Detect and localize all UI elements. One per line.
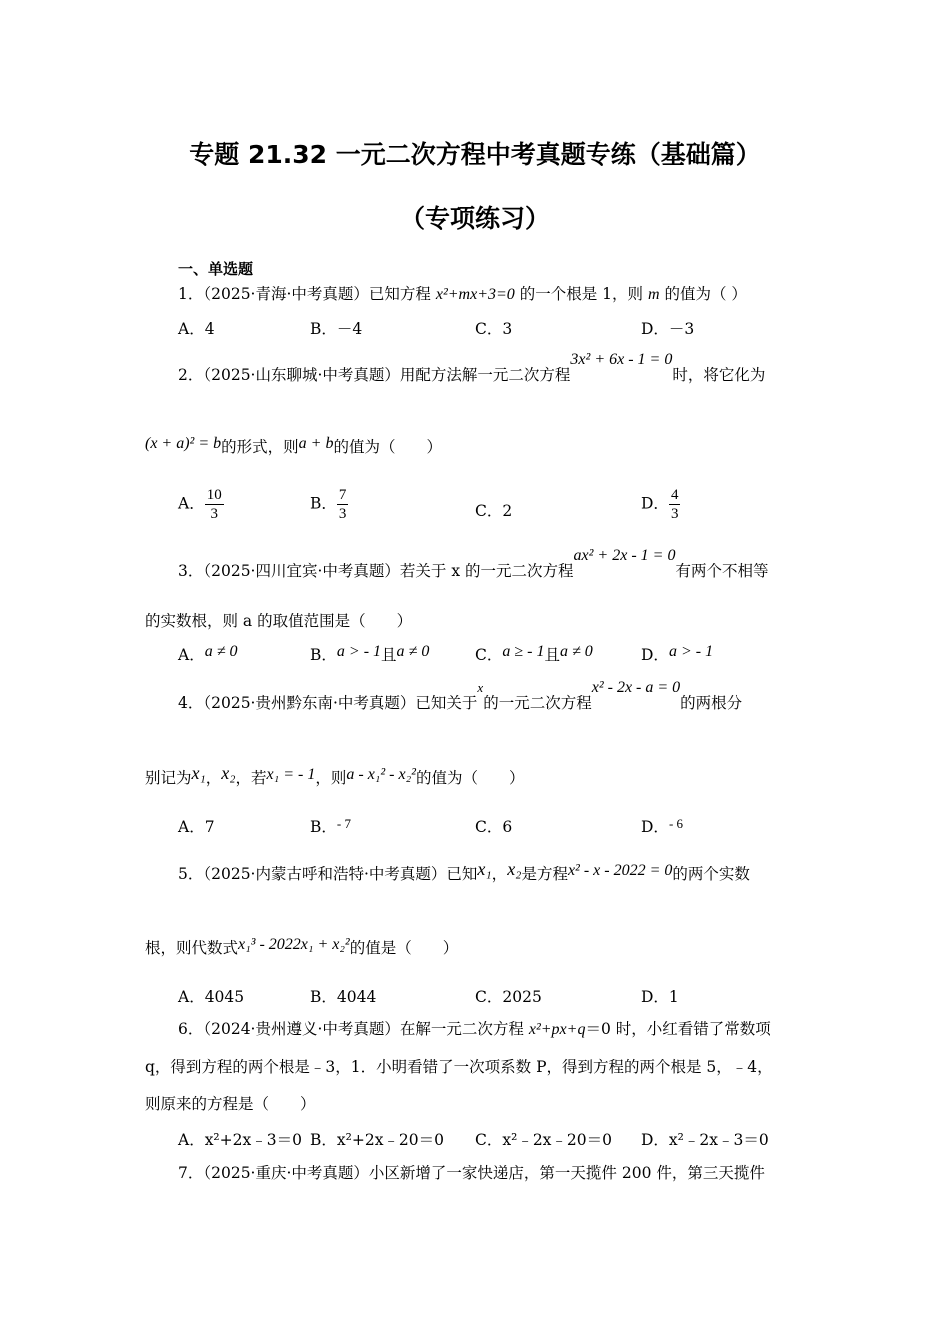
document-subtitle: （专项练习） [399, 204, 550, 233]
q4-option-a: A．7 [178, 818, 215, 836]
question-4-line-2: 别记为x₁，x₂，若x₁ = - 1，则a - x₁² - x₂²的值为（ ） [145, 763, 525, 787]
q2-option-a: A． $\frac{10}{3}$ [178, 487, 222, 522]
q6-option-a: A．x²+2x﹣3＝0 [178, 1131, 302, 1149]
q5-option-a: A．4045 [178, 988, 245, 1006]
q4-option-d: D．$^{- 6}$ [641, 816, 684, 836]
section-heading: 一、单选题 [178, 260, 254, 278]
q6-option-b: B．x²+2x﹣20＝0 [310, 1131, 445, 1149]
q2-option-b: B． $\frac{7}{3}$ [310, 487, 347, 522]
q1-option-b: B．－4 [310, 320, 363, 338]
q3-option-a: A．a ≠ 0 [178, 643, 238, 664]
q1-option-a: A．4 [178, 320, 215, 338]
question-7-line-1: 7．（2025·重庆·中考真题）小区新增了一家快递店，第一天揽件 200 件，第三天揽件 [178, 1164, 765, 1182]
q2-option-c: C．2 [475, 502, 513, 520]
q4-option-b: B．$^{- 7}$ [310, 816, 351, 836]
question-5-line-1: 5．（2025·内蒙古呼和浩特·中考真题）已知x₁，x₂是方程x² - x - 2022 = 0的两个实数 [178, 859, 750, 883]
q1-option-d: D．－3 [641, 320, 695, 338]
question-2-line-2: (x + a)² = b的形式，则a + b的值为（ ） [145, 435, 442, 456]
q5-option-b: B．4044 [310, 988, 377, 1006]
q6-option-d: D．x²﹣2x﹣3＝0 [641, 1131, 769, 1149]
q5-option-c: C．2025 [475, 988, 542, 1006]
q3-option-d: D．a > - 1 [641, 643, 714, 664]
question-2-line-1: 2．（2025·山东聊城·中考真题）用配方法解一元二次方程3x² + 6x - 1 = 0时，将它化为 [178, 351, 766, 384]
question-6-line-1: 6．（2024·贵州遵义·中考真题）在解一元二次方程 x²+px+q＝0 时，小红看错了常数项 [178, 1020, 771, 1038]
q3-option-c: C．a ≥ - 1且a ≠ 0 [475, 643, 593, 664]
question-5-line-2: 根，则代数式x₁³ - 2022x₁ + x₂²的值是（ ） [145, 936, 459, 957]
q2-option-d: D． $\frac{4}{3}$ [641, 487, 679, 522]
question-4-line-1: 4．（2025·贵州黔东南·中考真题）已知关于$^x$的一元二次方程x² - 2x - a = 0的两根分 [178, 679, 743, 712]
question-1: 1．（2025·青海·中考真题）已知方程 x²+mx+3=0 的一个根是 1，则 m 的值为（ ） [178, 285, 747, 303]
q3-option-b: B．a > - 1且a ≠ 0 [310, 643, 430, 664]
q1-option-c: C．3 [475, 320, 513, 338]
document-title: 专题 21.32 一元二次方程中考真题专练（基础篇） [189, 140, 761, 169]
question-6-line-3: 则原来的方程是（ ） [145, 1095, 316, 1113]
q4-option-c: C．6 [475, 818, 513, 836]
q6-option-c: C．x²﹣2x﹣20＝0 [475, 1131, 613, 1149]
question-3-line-2: 的实数根，则 a 的取值范围是（ ） [145, 612, 413, 630]
question-6-line-2: q，得到方程的两个根是﹣3，1．小明看错了一次项系数 P，得到方程的两个根是 5，﹣4， [145, 1058, 773, 1076]
question-3-line-1: 3．（2025·四川宜宾·中考真题）若关于 x 的一元二次方程ax² + 2x - 1 = 0有两个不相等 [178, 547, 769, 580]
q5-option-d: D．1 [641, 988, 679, 1006]
